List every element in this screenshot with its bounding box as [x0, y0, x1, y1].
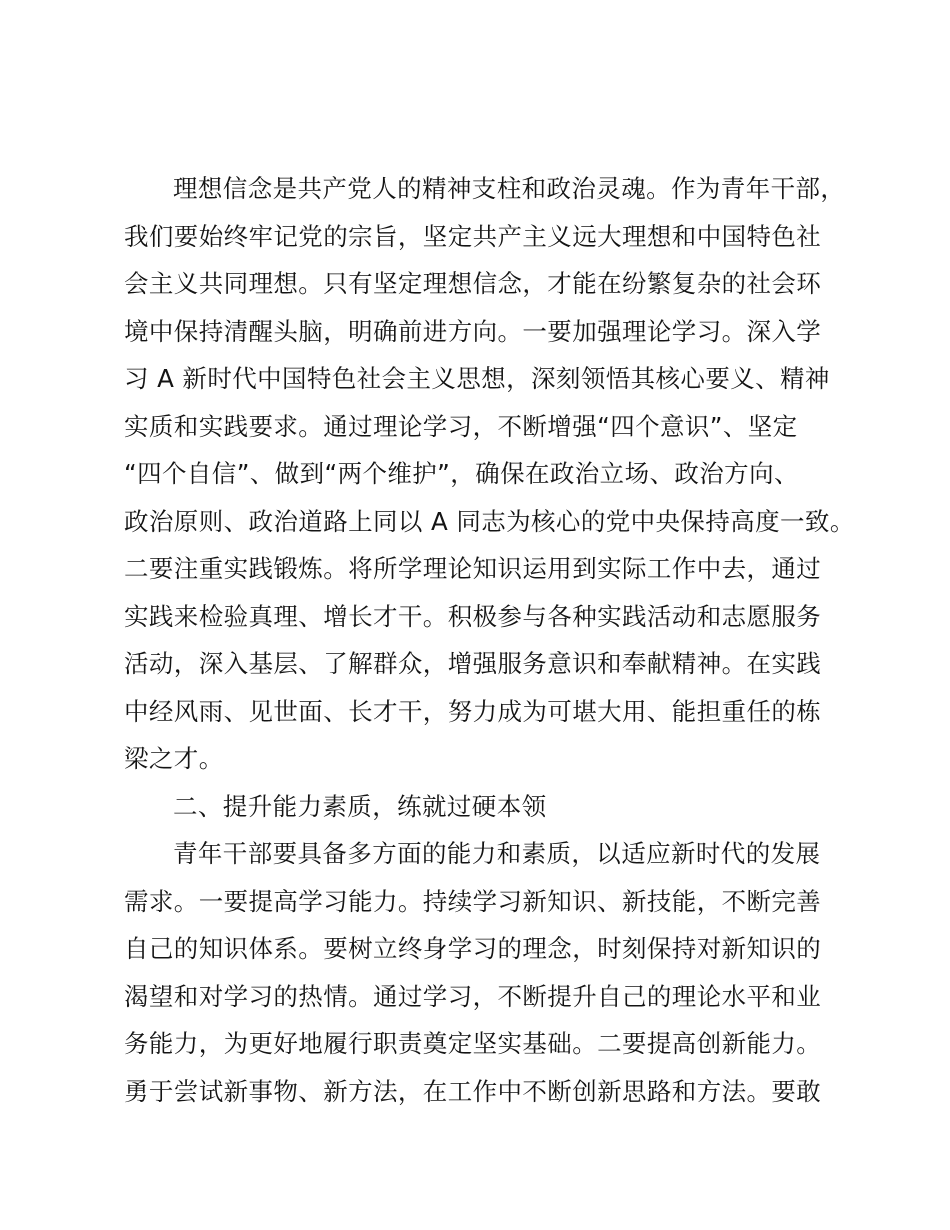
- paragraph-line: 需求。一要提高学习能力。持续学习新知识、新技能，不断完善: [124, 886, 822, 916]
- paragraph-line: 务能力，为更好地履行职责奠定坚实基础。二要提高创新能力。: [124, 1029, 822, 1058]
- paragraph-line: 自己的知识体系。要树立终身学习的理念，时刻保持对新知识的: [124, 934, 822, 963]
- paragraph-line: 梁之才。: [124, 744, 224, 773]
- paragraph-abilities: [124, 830, 836, 1115]
- paragraph-line: 习 A 新时代中国特色社会主义思想，深刻领悟其核心要义、精神: [124, 364, 830, 393]
- paragraph-line: 我们要始终牢记党的宗旨，坚定共产主义远大理想和中国特色社: [124, 221, 822, 251]
- paragraph-line: 政治原则、政治道路上同以 A 同志为核心的党中央保持高度一致。: [124, 506, 855, 536]
- section-heading: 二、提升能力素质，练就过硬本领: [173, 791, 547, 821]
- paragraph-line: 渴望和对学习的热情。通过学习，不断提升自己的理论水平和业: [124, 981, 822, 1011]
- document-body: [124, 165, 855, 1115]
- paragraph-line: 青年干部要具备多方面的能力和素质，以适应新时代的发展: [173, 839, 821, 868]
- paragraph-line: “四个自信”、做到“两个维护”，确保在政治立场、政治方向、: [124, 459, 799, 488]
- paragraph-line: 理想信念是共产党人的精神支柱和政治灵魂。作为青年干部，: [173, 174, 846, 203]
- paragraph-line: 中经风雨、见世面、长才干，努力成为可堪大用、能担重任的栋: [124, 696, 822, 726]
- paragraph-line: 会主义共同理想。只有坚定理想信念，才能在纷繁复杂的社会环: [124, 269, 822, 298]
- paragraph-line: 实质和实践要求。通过理论学习，不断增强“四个意识”、坚定: [124, 411, 798, 441]
- paragraph-line: 实践来检验真理、增长才干。积极参与各种实践活动和志愿服务: [124, 601, 822, 631]
- paragraph-line: 二要注重实践锻炼。将所学理论知识运用到实际工作中去，通过: [124, 554, 822, 583]
- paragraph-line: 境中保持清醒头脑，明确前进方向。一要加强理论学习。深入学: [124, 316, 822, 346]
- paragraph-line: 活动，深入基层、了解群众，增强服务意识和奉献精神。在实践: [124, 649, 822, 678]
- paragraph-line: 勇于尝试新事物、新方法，在工作中不断创新思路和方法。要敢: [124, 1076, 822, 1106]
- paragraph-ideals: [124, 165, 855, 783]
